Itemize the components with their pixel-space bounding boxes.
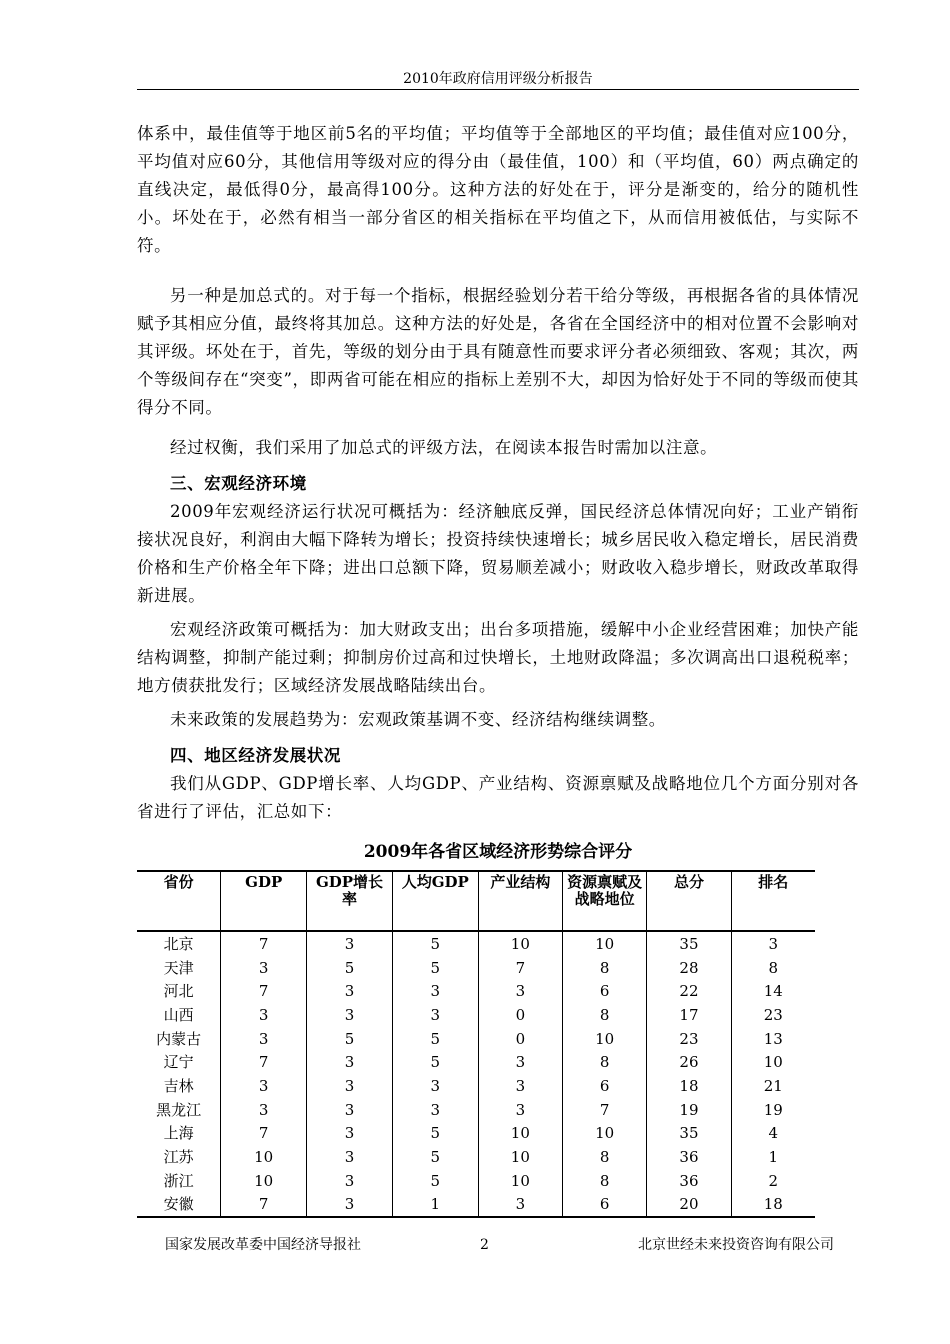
column-header: 总分 <box>647 871 731 931</box>
column-header: 人均GDP <box>392 871 478 931</box>
table-row <box>137 1193 815 1218</box>
table-cell: 3 <box>307 1145 393 1169</box>
table-row <box>137 1050 815 1074</box>
table-cell: 10 <box>563 931 647 956</box>
paragraph-continued: 体系中，最佳值等于地区前5名的平均值；平均值等于全部地区的平均值；最佳值对应100分，平均值对应60分，其他信用等级对应的得分由（最佳值，100）和（平均值，60）两点确定的直线决定，最低得0分，最高得100分。这种方法的好处在于，评分是渐变的，给分的随机性小。坏处在于，必然有相当一部分省区的相关指标在平均值之下，从而信用被低估，与实际不符。 <box>137 124 859 255</box>
table-cell: 3 <box>221 956 307 980</box>
table-cell: 上海 <box>163 1124 194 1143</box>
table-row <box>137 1003 815 1027</box>
table-cell: 5 <box>392 1050 478 1074</box>
table-cell: 20 <box>647 1193 731 1218</box>
table-cell: 3 <box>307 979 393 1003</box>
table-cell: 10 <box>478 1145 562 1169</box>
table-cell: 6 <box>563 1193 647 1218</box>
paragraph-policy-trend: 未来政策的发展趋势为：宏观政策基调不变、经济结构继续调整。 <box>170 710 666 729</box>
table-cell: 3 <box>307 1074 393 1098</box>
table-cell: 10 <box>221 1145 307 1169</box>
table-cell: 江苏 <box>163 1148 194 1167</box>
table-cell: 18 <box>731 1193 815 1218</box>
table-cell: 3 <box>392 1003 478 1027</box>
table-cell: 3 <box>478 1098 562 1122</box>
regional-score-table <box>137 870 815 1218</box>
table-cell: 28 <box>647 956 731 980</box>
table-cell: 8 <box>563 1145 647 1169</box>
table-cell: 23 <box>731 1003 815 1027</box>
footer-left: 国家发展改革委中国经济导报社 <box>165 1237 361 1253</box>
table-cell: 8 <box>563 1050 647 1074</box>
table-cell: 辽宁 <box>163 1053 194 1072</box>
table-cell: 3 <box>478 1074 562 1098</box>
table-cell: 26 <box>647 1050 731 1074</box>
column-header: 产业结构 <box>478 871 562 931</box>
table-cell: 3 <box>221 1003 307 1027</box>
table-cell: 3 <box>392 1098 478 1122</box>
table-row <box>137 1027 815 1051</box>
table-row <box>137 931 815 956</box>
table-cell: 35 <box>647 1122 731 1146</box>
table-cell: 天津 <box>163 958 194 977</box>
table-cell: 4 <box>731 1122 815 1146</box>
table-cell: 7 <box>221 979 307 1003</box>
table-cell: 河北 <box>163 982 194 1001</box>
table-cell: 18 <box>647 1074 731 1098</box>
column-header: GDP增长率 <box>307 871 393 931</box>
table-cell: 21 <box>731 1074 815 1098</box>
table-cell: 8 <box>563 1003 647 1027</box>
table-cell: 3 <box>221 1027 307 1051</box>
table-cell: 10 <box>563 1027 647 1051</box>
table-cell: 5 <box>307 956 393 980</box>
table-cell: 8 <box>731 956 815 980</box>
table-cell: 北京 <box>163 934 194 953</box>
table-cell: 7 <box>563 1098 647 1122</box>
table-cell: 36 <box>647 1145 731 1169</box>
table-cell: 6 <box>563 979 647 1003</box>
table-cell: 5 <box>392 1169 478 1193</box>
table-cell: 5 <box>392 1122 478 1146</box>
table-cell: 3 <box>478 1050 562 1074</box>
document-body <box>137 120 859 1218</box>
paragraph-regional-intro: 我们从GDP、GDP增长率、人均GDP、产业结构、资源禀赋及战略地位几个方面分别对各省进行了评估，汇总如下： <box>137 774 859 821</box>
table-cell: 3 <box>307 1050 393 1074</box>
table-cell: 3 <box>307 1193 393 1218</box>
column-header: 排名 <box>731 871 815 931</box>
table-cell: 0 <box>478 1027 562 1051</box>
table-row <box>137 1074 815 1098</box>
table-cell: 山西 <box>163 1005 194 1024</box>
table-cell: 3 <box>307 1003 393 1027</box>
table-cell: 5 <box>392 1027 478 1051</box>
table-cell: 7 <box>478 956 562 980</box>
section-heading-macro: 三、宏观经济环境 <box>170 474 307 493</box>
table-cell: 10 <box>221 1169 307 1193</box>
column-header: 资源禀赋及战略地位 <box>563 871 647 931</box>
column-header: 省份 <box>137 871 221 931</box>
section-heading-regional: 四、地区经济发展状况 <box>170 746 341 765</box>
table-body <box>137 931 815 1217</box>
table-cell: 1 <box>392 1193 478 1218</box>
table-cell: 3 <box>221 1098 307 1122</box>
paragraph-macro-overview: 2009年宏观经济运行状况可概括为：经济触底反弹，国民经济总体情况向好；工业产销衔接状况良好，利润由大幅下降转为增长；投资持续快速增长；城乡居民收入稳定增长，居民消费价格和生产价格全年下降；进出口总额下降，贸易顺差减小；财政收入稳步增长，财政改革取得新进展。 <box>137 502 859 605</box>
page-header-title: 2010年政府信用评级分析报告 <box>403 71 593 87</box>
table-cell: 1 <box>731 1145 815 1169</box>
table-cell: 3 <box>478 1193 562 1218</box>
table-cell: 5 <box>392 1145 478 1169</box>
table-cell: 35 <box>647 931 731 956</box>
table-cell: 10 <box>563 1122 647 1146</box>
table-cell: 22 <box>647 979 731 1003</box>
table-cell: 吉林 <box>163 1076 194 1095</box>
table-cell: 3 <box>221 1074 307 1098</box>
paragraph-conclusion: 经过权衡，我们采用了加总式的评级方法，在阅读本报告时需加以注意。 <box>170 438 718 457</box>
table-cell: 3 <box>307 1098 393 1122</box>
table-cell: 3 <box>392 1074 478 1098</box>
header-rule <box>137 89 859 90</box>
paragraph-macro-policy: 宏观经济政策可概括为：加大财政支出；出台多项措施，缓解中小企业经营困难；加快产能结构调整，抑制产能过剩；抑制房价过高和过快增长，土地财政降温；多次调高出口退税税率；地方债获批发行；区域经济发展战略陆续出台。 <box>137 620 859 695</box>
table-cell: 浙江 <box>163 1171 194 1190</box>
table-cell: 14 <box>731 979 815 1003</box>
table-cell: 3 <box>307 1122 393 1146</box>
table-row <box>137 956 815 980</box>
table-cell: 10 <box>478 931 562 956</box>
table-title: 2009年各省区域经济形势综合评分 <box>363 842 633 862</box>
table-cell: 19 <box>647 1098 731 1122</box>
paragraph-additive-method: 另一种是加总式的。对于每一个指标，根据经验划分若干给分等级，再根据各省的具体情况赋予其相应分值，最终将其加总。这种方法的好处是，各省在全国经济中的相对位置不会影响对其评级。坏处在于，首先，等级的划分由于具有随意性而要求评分者必须细致、客观；其次，两个等级间存在“突变”，即两省可能在相应的指标上差别不大，却因为恰好处于不同的等级而使其得分不同。 <box>137 286 859 417</box>
table-cell: 5 <box>392 956 478 980</box>
table-cell: 36 <box>647 1169 731 1193</box>
table-cell: 3 <box>392 979 478 1003</box>
table-cell: 安徽 <box>137 1193 221 1218</box>
page-number: 2 <box>480 1237 489 1253</box>
table-cell: 10 <box>478 1122 562 1146</box>
table-cell: 7 <box>221 1122 307 1146</box>
table-cell: 3 <box>731 931 815 956</box>
table-cell: 2 <box>731 1169 815 1193</box>
column-header: GDP <box>221 871 307 931</box>
table-cell: 23 <box>647 1027 731 1051</box>
table-cell: 5 <box>392 931 478 956</box>
table-cell: 10 <box>731 1050 815 1074</box>
table-cell: 8 <box>563 1169 647 1193</box>
table-row <box>137 979 815 1003</box>
table-cell: 7 <box>221 931 307 956</box>
table-cell: 5 <box>307 1027 393 1051</box>
table-cell: 6 <box>563 1074 647 1098</box>
table-row <box>137 1122 815 1146</box>
table-cell: 3 <box>307 1169 393 1193</box>
table-cell: 13 <box>731 1027 815 1051</box>
table-row <box>137 1145 815 1169</box>
footer-right: 北京世经未来投资咨询有限公司 <box>638 1237 834 1253</box>
table-row <box>137 1098 815 1122</box>
table-cell: 0 <box>478 1003 562 1027</box>
table-cell: 17 <box>647 1003 731 1027</box>
table-row <box>137 1169 815 1193</box>
table-cell: 7 <box>221 1193 307 1218</box>
table-cell: 内蒙古 <box>156 1029 202 1048</box>
table-header-row <box>137 871 815 931</box>
table-cell: 7 <box>221 1050 307 1074</box>
table-cell: 19 <box>731 1098 815 1122</box>
table-cell: 8 <box>563 956 647 980</box>
table-cell: 10 <box>478 1169 562 1193</box>
table-cell: 黑龙江 <box>156 1100 202 1119</box>
table-cell: 3 <box>478 979 562 1003</box>
table-cell: 3 <box>307 931 393 956</box>
